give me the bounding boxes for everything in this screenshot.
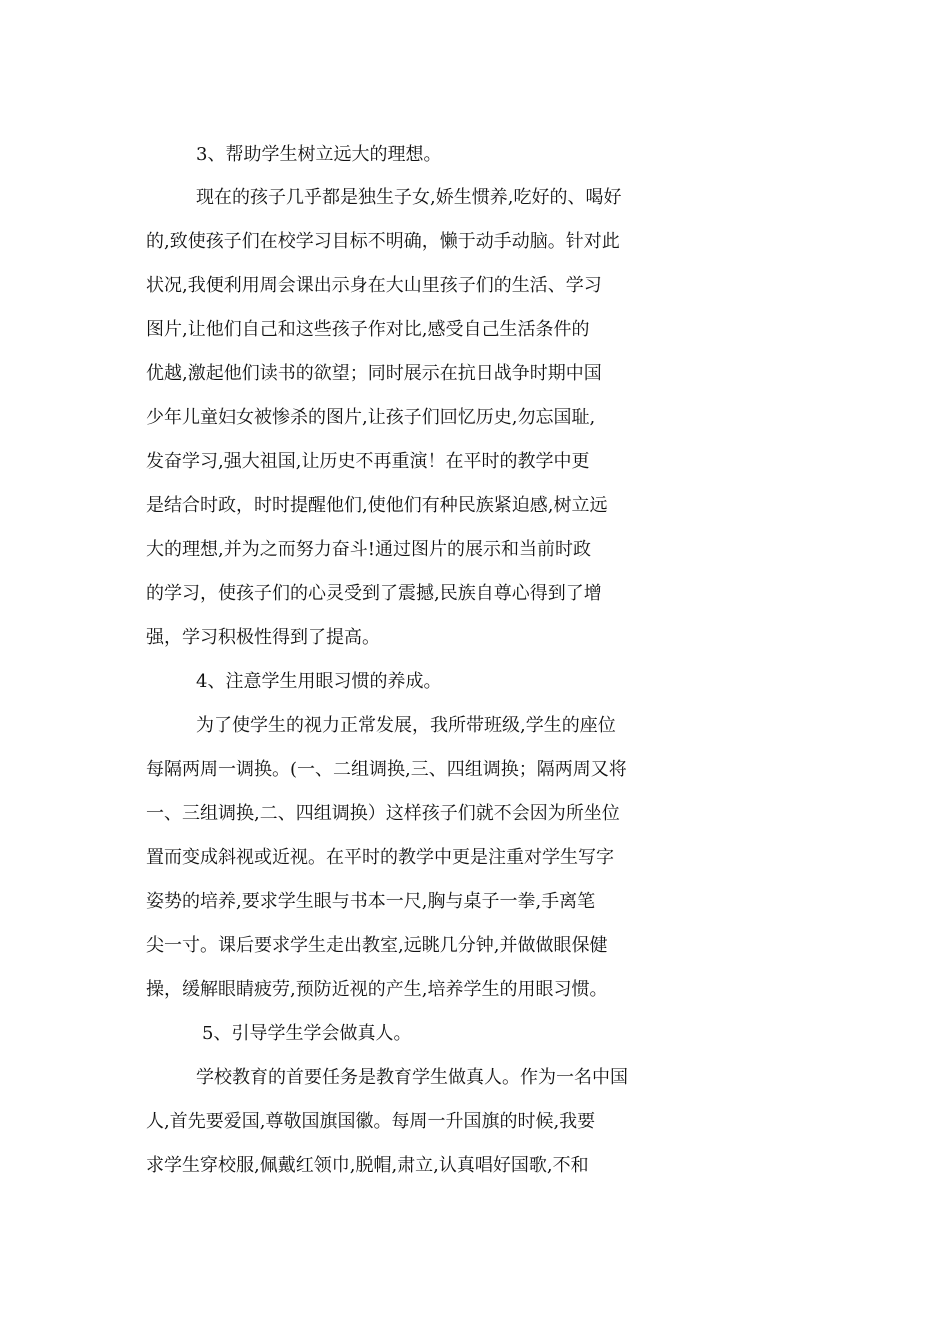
paragraph-line: 状况,我便利用周会课出示身在大山里孩子们的生活、学习 (146, 275, 602, 296)
paragraph-line: 是结合时政，时时提醒他们,使他们有种民族紧迫感,树立远 (146, 495, 608, 516)
paragraph-line: 现在的孩子几乎都是独生子女,娇生惯养,吃好的、喝好 (196, 187, 622, 208)
paragraph-line: 强，学习积极性得到了提高。 (146, 627, 380, 648)
heading-item-5: 5、引导学生学会做真人。 (202, 1023, 412, 1044)
paragraph-line: 少年儿童妇女被惨杀的图片,让孩子们回忆历史,勿忘国耻, (146, 407, 596, 428)
paragraph-line: 每隔两周一调换。(一、二组调换,三、四组调换；隔两周又将 (146, 759, 627, 780)
paragraph-line: 的,致使孩子们在校学习目标不明确，懒于动手动脑。针对此 (146, 231, 620, 252)
heading-item-3: 3、帮助学生树立远大的理想。 (196, 144, 442, 165)
paragraph-line: 大的理想,并为之而努力奋斗!通过图片的展示和当前时政 (146, 539, 591, 560)
paragraph-line: 优越,激起他们读书的欲望；同时展示在抗日战争时期中国 (146, 363, 602, 384)
paragraph-line: 学校教育的首要任务是教育学生做真人。作为一名中国 (196, 1067, 628, 1088)
paragraph-line: 操，缓解眼睛疲劳,预防近视的产生,培养学生的用眼习惯。 (146, 979, 608, 1000)
paragraph-line: 的学习，使孩子们的心灵受到了震撼,民族自尊心得到了增 (146, 583, 602, 604)
paragraph-line: 置而变成斜视或近视。在平时的教学中更是注重对学生写字 (146, 847, 614, 868)
paragraph-line: 人,首先要爱国,尊敬国旗国徽。每周一升国旗的时候,我要 (146, 1111, 596, 1132)
paragraph-line: 求学生穿校服,佩戴红领巾,脱帽,肃立,认真唱好国歌,不和 (146, 1155, 589, 1176)
heading-item-4: 4、注意学生用眼习惯的养成。 (196, 671, 442, 692)
paragraph-line: 图片,让他们自己和这些孩子作对比,感受自己生活条件的 (146, 319, 590, 340)
paragraph-line: 一、三组调换,二、四组调换）这样孩子们就不会因为所坐位 (146, 803, 620, 824)
paragraph-line: 为了使学生的视力正常发展，我所带班级,学生的座位 (196, 715, 616, 736)
paragraph-line: 发奋学习,强大祖国,让历史不再重演！在平时的教学中更 (146, 451, 590, 472)
paragraph-line: 尖一寸。课后要求学生走出教室,远眺几分钟,并做做眼保健 (146, 935, 608, 956)
paragraph-line: 姿势的培养,要求学生眼与书本一尺,胸与桌子一拳,手离笔 (146, 891, 596, 912)
